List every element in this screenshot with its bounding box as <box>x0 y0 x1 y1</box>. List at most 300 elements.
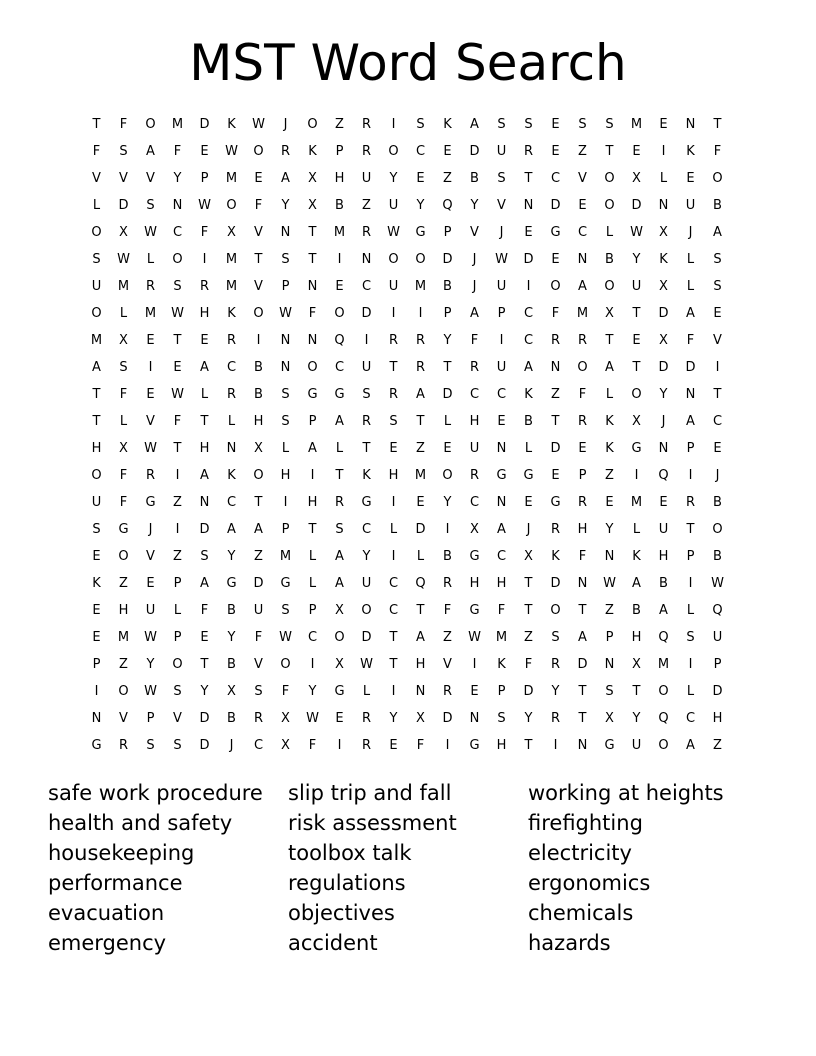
grid-letter: F <box>524 657 533 672</box>
grid-letter: J <box>499 225 504 240</box>
grid-letter: C <box>334 360 345 375</box>
grid-letter: K <box>605 414 614 429</box>
grid-letter: M <box>117 279 130 294</box>
grid-letter: N <box>604 657 615 672</box>
grid-letter: Z <box>551 387 560 402</box>
grid-letter: E <box>146 576 155 591</box>
grid-letter: N <box>280 360 291 375</box>
grid-letter: J <box>715 468 720 483</box>
grid-letter: T <box>308 252 317 267</box>
grid-letter: H <box>118 603 129 618</box>
grid-letter: D <box>199 117 210 132</box>
grid-letter: Y <box>389 171 398 186</box>
grid-letter: C <box>469 387 480 402</box>
grid-letter: S <box>605 684 614 699</box>
grid-letter: D <box>550 576 561 591</box>
grid-letter: Z <box>416 441 425 456</box>
grid-letter: I <box>688 657 693 672</box>
grid-letter: O <box>550 279 561 294</box>
grid-letter: L <box>605 225 614 240</box>
grid-letter: P <box>686 441 695 456</box>
grid-letter: A <box>416 387 425 402</box>
grid-letter: G <box>361 495 372 510</box>
grid-letter: C <box>226 495 237 510</box>
grid-letter: X <box>227 684 236 699</box>
grid-letter: O <box>712 522 723 537</box>
grid-letter: S <box>497 117 506 132</box>
grid-letter: I <box>202 252 207 267</box>
grid-letter: M <box>630 117 643 132</box>
grid-letter: G <box>280 576 291 591</box>
grid-letter: D <box>361 630 372 645</box>
grid-letter: U <box>658 522 669 537</box>
grid-letter: T <box>92 387 101 402</box>
grid-letter: C <box>307 630 318 645</box>
grid-letter: S <box>119 144 128 159</box>
grid-letter: E <box>713 306 722 321</box>
grid-letter: U <box>496 360 507 375</box>
grid-letter: Y <box>362 549 371 564</box>
grid-letter: L <box>335 441 344 456</box>
grid-letter: T <box>416 603 425 618</box>
grid-letter: E <box>524 495 533 510</box>
grid-letter: I <box>337 252 342 267</box>
grid-letter: H <box>496 576 507 591</box>
grid-letter: I <box>175 522 180 537</box>
grid-letter: P <box>281 279 290 294</box>
grid-letter: F <box>470 333 479 348</box>
grid-letter: T <box>308 225 317 240</box>
grid-letter: H <box>415 657 426 672</box>
grid-letter: B <box>443 279 452 294</box>
grid-letter: T <box>389 657 398 672</box>
grid-letter: M <box>414 468 427 483</box>
grid-letter: E <box>551 252 560 267</box>
grid-letter: C <box>388 576 399 591</box>
grid-letter: Q <box>712 603 723 618</box>
grid-letter: A <box>686 306 695 321</box>
grid-letter: F <box>119 495 128 510</box>
grid-letter: X <box>335 657 344 672</box>
grid-letter: Q <box>658 630 669 645</box>
grid-letter: C <box>172 225 183 240</box>
grid-letter: M <box>90 333 103 348</box>
grid-letter: C <box>388 603 399 618</box>
grid-letter: G <box>469 603 480 618</box>
grid-letter: O <box>388 144 399 159</box>
grid-letter: E <box>92 549 101 564</box>
grid-letter: Y <box>308 684 317 699</box>
grid-letter: W <box>252 117 265 132</box>
grid-letter: B <box>470 171 479 186</box>
grid-letter: L <box>686 252 695 267</box>
grid-letter: D <box>199 738 210 753</box>
grid-letter: Z <box>173 495 182 510</box>
grid-letter: G <box>91 738 102 753</box>
grid-letter: A <box>335 576 344 591</box>
grid-letter: A <box>605 360 614 375</box>
grid-letter: I <box>661 144 666 159</box>
grid-letter: X <box>632 414 641 429</box>
grid-letter: S <box>713 279 722 294</box>
grid-letter: S <box>92 252 101 267</box>
grid-letter: O <box>145 117 156 132</box>
grid-letter: U <box>388 198 399 213</box>
grid-letter: E <box>605 495 614 510</box>
grid-letter: T <box>92 414 101 429</box>
grid-letter: X <box>308 171 317 186</box>
grid-letter: M <box>225 252 238 267</box>
grid-letter: G <box>496 468 507 483</box>
grid-letter: R <box>577 495 588 510</box>
grid-letter: F <box>578 387 587 402</box>
grid-letter: R <box>361 711 372 726</box>
grid-letter: I <box>391 549 396 564</box>
grid-letter: R <box>523 144 534 159</box>
page-title: MST Word Search <box>189 34 627 92</box>
grid-letter: Y <box>200 684 209 699</box>
grid-letter: S <box>173 279 182 294</box>
grid-letter: B <box>227 603 236 618</box>
grid-letter: D <box>550 198 561 213</box>
grid-letter: R <box>226 387 237 402</box>
grid-letter: R <box>685 495 696 510</box>
grid-letter: D <box>253 576 264 591</box>
grid-letter: A <box>686 414 695 429</box>
grid-letter: H <box>712 711 723 726</box>
grid-letter: Y <box>389 711 398 726</box>
grid-letter: F <box>92 144 101 159</box>
grid-letter: H <box>577 522 588 537</box>
word-list-item: regulations <box>288 871 406 895</box>
grid-letter: O <box>91 225 102 240</box>
grid-letter: F <box>713 144 722 159</box>
grid-letter: E <box>92 603 101 618</box>
grid-letter: N <box>685 387 696 402</box>
grid-letter: F <box>443 603 452 618</box>
word-list-item: accident <box>288 931 378 955</box>
grid-letter: R <box>226 333 237 348</box>
word-list-item: health and safety <box>48 811 233 835</box>
grid-letter: G <box>550 225 561 240</box>
grid-letter: K <box>605 441 614 456</box>
grid-letter: V <box>470 225 479 240</box>
grid-letter: E <box>335 279 344 294</box>
grid-letter: P <box>173 576 182 591</box>
grid-letter: P <box>443 306 452 321</box>
grid-letter: E <box>551 468 560 483</box>
grid-letter: P <box>605 630 614 645</box>
grid-letter: A <box>200 468 209 483</box>
grid-letter: B <box>227 657 236 672</box>
grid-letter: D <box>199 711 210 726</box>
grid-letter: O <box>280 657 291 672</box>
grid-letter: D <box>523 684 534 699</box>
grid-letter: U <box>631 738 642 753</box>
grid-letter: S <box>713 252 722 267</box>
grid-letter: R <box>550 657 561 672</box>
grid-letter: O <box>604 279 615 294</box>
grid-letter: Z <box>578 144 587 159</box>
grid-letter: P <box>281 522 290 537</box>
grid-letter: E <box>335 711 344 726</box>
grid-letter: A <box>524 360 533 375</box>
grid-letter: T <box>686 522 695 537</box>
grid-letter: V <box>254 279 263 294</box>
grid-letter: R <box>550 333 561 348</box>
word-list-item: firefighting <box>528 811 643 835</box>
grid-letter: E <box>416 495 425 510</box>
grid-letter: N <box>199 495 210 510</box>
grid-letter: T <box>524 171 533 186</box>
grid-letter: H <box>469 576 480 591</box>
grid-letter: D <box>442 711 453 726</box>
grid-letter: S <box>335 522 344 537</box>
grid-letter: E <box>92 630 101 645</box>
grid-letter: I <box>472 657 477 672</box>
grid-letter: K <box>92 576 101 591</box>
grid-letter: C <box>361 522 372 537</box>
grid-letter: X <box>605 711 614 726</box>
grid-letter: V <box>146 549 155 564</box>
grid-letter: R <box>415 360 426 375</box>
grid-letter: Z <box>254 549 263 564</box>
grid-letter: B <box>605 252 614 267</box>
grid-letter: T <box>389 630 398 645</box>
grid-letter: C <box>361 279 372 294</box>
grid-letter: B <box>254 387 263 402</box>
grid-letter: F <box>416 738 425 753</box>
grid-letter: G <box>334 387 345 402</box>
grid-letter: D <box>442 387 453 402</box>
grid-letter: S <box>524 117 533 132</box>
grid-letter: S <box>605 117 614 132</box>
grid-letter: K <box>227 117 236 132</box>
grid-letter: R <box>118 738 129 753</box>
grid-letter: V <box>254 225 263 240</box>
grid-letter: A <box>200 360 209 375</box>
grid-letter: A <box>632 576 641 591</box>
grid-letter: D <box>118 198 129 213</box>
grid-letter: I <box>526 279 531 294</box>
grid-letter: R <box>550 522 561 537</box>
grid-letter: J <box>688 225 693 240</box>
grid-letter: D <box>631 198 642 213</box>
word-list-item: working at heights <box>528 781 724 805</box>
grid-letter: R <box>145 468 156 483</box>
grid-letter: W <box>603 576 616 591</box>
grid-letter: E <box>632 144 641 159</box>
grid-letter: B <box>713 198 722 213</box>
grid-letter: M <box>144 306 157 321</box>
grid-letter: I <box>445 522 450 537</box>
grid-letter: G <box>604 738 615 753</box>
grid-letter: P <box>308 603 317 618</box>
grid-letter: W <box>279 630 292 645</box>
grid-letter: E <box>632 333 641 348</box>
grid-letter: W <box>225 144 238 159</box>
grid-letter: G <box>631 441 642 456</box>
grid-letter: X <box>281 711 290 726</box>
grid-letter: X <box>632 657 641 672</box>
grid-letter: P <box>308 414 317 429</box>
grid-letter: E <box>551 144 560 159</box>
grid-letter: J <box>148 522 153 537</box>
grid-letter: U <box>91 279 102 294</box>
grid-letter: O <box>631 387 642 402</box>
grid-letter: T <box>605 333 614 348</box>
grid-letter: E <box>659 117 668 132</box>
grid-letter: Y <box>146 657 155 672</box>
grid-letter: Y <box>524 711 533 726</box>
grid-letter: S <box>254 684 263 699</box>
grid-letter: J <box>472 279 477 294</box>
grid-letter: E <box>389 738 398 753</box>
grid-letter: B <box>713 495 722 510</box>
grid-letter: F <box>686 333 695 348</box>
grid-letter: T <box>173 333 182 348</box>
grid-letter: L <box>281 441 290 456</box>
grid-letter: I <box>391 117 396 132</box>
grid-letter: C <box>496 387 507 402</box>
grid-letter: N <box>658 198 669 213</box>
grid-letter: E <box>146 333 155 348</box>
grid-letter: Y <box>227 630 236 645</box>
grid-letter: U <box>253 603 264 618</box>
grid-letter: J <box>472 252 477 267</box>
grid-letter: O <box>712 171 723 186</box>
grid-letter: P <box>173 630 182 645</box>
grid-letter: V <box>254 657 263 672</box>
grid-letter: T <box>92 117 101 132</box>
grid-letter: W <box>144 441 157 456</box>
grid-letter: I <box>364 333 369 348</box>
grid-letter: R <box>199 279 210 294</box>
grid-letter: U <box>685 198 696 213</box>
grid-letter: R <box>469 360 480 375</box>
grid-letter: R <box>361 144 372 159</box>
grid-letter: R <box>280 144 291 159</box>
grid-letter: W <box>360 657 373 672</box>
grid-letter: F <box>254 198 263 213</box>
grid-letter: L <box>200 387 209 402</box>
grid-letter: O <box>91 306 102 321</box>
word-list-item: risk assessment <box>288 811 457 835</box>
grid-letter: O <box>172 657 183 672</box>
grid-letter: S <box>686 630 695 645</box>
grid-letter: L <box>686 684 695 699</box>
grid-letter: N <box>226 441 237 456</box>
grid-letter: J <box>661 414 666 429</box>
grid-letter: Z <box>119 657 128 672</box>
grid-letter: C <box>550 171 561 186</box>
grid-letter: A <box>281 171 290 186</box>
grid-letter: I <box>148 360 153 375</box>
grid-letter: L <box>308 576 317 591</box>
grid-letter: H <box>307 495 318 510</box>
grid-letter: R <box>415 333 426 348</box>
grid-letter: U <box>91 495 102 510</box>
grid-letter: K <box>659 252 668 267</box>
word-list-item: toolbox talk <box>288 841 412 865</box>
grid-letter: I <box>634 468 639 483</box>
grid-letter: S <box>416 117 425 132</box>
grid-letter: P <box>497 306 506 321</box>
word-list-item: performance <box>48 871 183 895</box>
grid-letter: D <box>685 360 696 375</box>
grid-letter: M <box>225 171 238 186</box>
grid-letter: K <box>524 387 533 402</box>
grid-letter: V <box>713 333 722 348</box>
grid-letter: E <box>443 441 452 456</box>
grid-letter: L <box>308 549 317 564</box>
grid-letter: T <box>443 360 452 375</box>
grid-letter: N <box>523 198 534 213</box>
grid-letter: N <box>577 252 588 267</box>
grid-letter: Y <box>173 171 182 186</box>
grid-letter: F <box>173 414 182 429</box>
grid-letter: T <box>173 441 182 456</box>
grid-letter: F <box>308 306 317 321</box>
grid-letter: F <box>551 306 560 321</box>
grid-letter: L <box>146 252 155 267</box>
grid-letter: O <box>226 198 237 213</box>
grid-letter: L <box>686 603 695 618</box>
grid-letter: C <box>415 144 426 159</box>
grid-letter: F <box>308 738 317 753</box>
grid-letter: O <box>604 198 615 213</box>
grid-letter: O <box>361 603 372 618</box>
grid-letter: H <box>280 468 291 483</box>
grid-letter: Y <box>659 387 668 402</box>
grid-letter: Q <box>334 333 345 348</box>
grid-letter: A <box>254 522 263 537</box>
grid-letter: E <box>146 387 155 402</box>
grid-letter: W <box>387 225 400 240</box>
grid-letter: S <box>200 549 209 564</box>
grid-letter: V <box>578 171 587 186</box>
grid-letter: L <box>92 198 101 213</box>
grid-letter: F <box>119 387 128 402</box>
grid-letter: F <box>200 225 209 240</box>
grid-letter: T <box>254 252 263 267</box>
grid-letter: Z <box>173 549 182 564</box>
grid-letter: X <box>470 522 479 537</box>
grid-letter: X <box>605 306 614 321</box>
grid-letter: W <box>144 225 157 240</box>
grid-letter: D <box>550 441 561 456</box>
grid-letter: T <box>713 387 722 402</box>
grid-letter: E <box>200 333 209 348</box>
grid-letter: P <box>335 144 344 159</box>
grid-letter: Y <box>281 198 290 213</box>
grid-letter: Z <box>362 198 371 213</box>
grid-letter: A <box>146 144 155 159</box>
grid-letter: X <box>227 225 236 240</box>
grid-letter: W <box>306 711 319 726</box>
grid-letter: B <box>632 603 641 618</box>
grid-letter: K <box>686 144 695 159</box>
grid-letter: I <box>418 306 423 321</box>
grid-letter: W <box>171 306 184 321</box>
grid-letter: I <box>337 738 342 753</box>
grid-letter: T <box>551 414 560 429</box>
grid-letter: K <box>227 468 236 483</box>
grid-letter: B <box>524 414 533 429</box>
grid-letter: F <box>281 684 290 699</box>
grid-letter: R <box>577 414 588 429</box>
grid-letter: S <box>281 414 290 429</box>
